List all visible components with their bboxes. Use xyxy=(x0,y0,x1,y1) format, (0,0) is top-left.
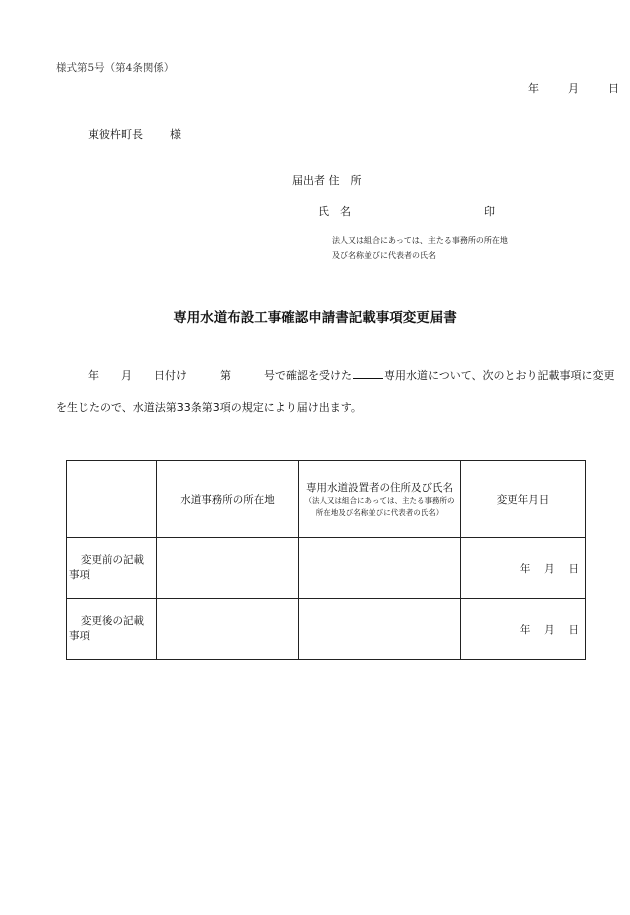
row-label-line1: 変更後の記載 xyxy=(81,615,144,627)
change-date-cell[interactable]: 年 月 日 xyxy=(461,599,586,660)
header-installer-sub2: 所在地及び名称並びに代表者の氏名） xyxy=(315,507,444,517)
body-line-1 xyxy=(88,367,615,383)
table-row xyxy=(67,538,586,599)
body-line-2: を生じたので、水道法第33条第3項の規定により届け出ます。 xyxy=(56,401,362,414)
change-date-cell[interactable]: 年 月 日 xyxy=(461,538,586,599)
row-label-line1: 変更前の記載 xyxy=(81,554,144,566)
row-label xyxy=(67,538,157,599)
office-location-cell[interactable] xyxy=(157,538,299,599)
applicant-address-row xyxy=(292,172,362,188)
applicant-label: 届出者 xyxy=(292,174,325,187)
row-label-line2: 事項 xyxy=(69,630,90,642)
applicant-note-line2: 及び名称並びに代表者の氏名 xyxy=(332,251,436,260)
body-line-1-part2: 専用水道について、次のとおり記載事項に変更 xyxy=(384,369,615,382)
form-number: 様式第5号（第4条関係） xyxy=(56,62,175,74)
submission-date xyxy=(528,80,619,96)
seal-mark: 印 xyxy=(484,205,495,218)
change-table xyxy=(66,460,586,660)
body-line-1-part1: 年 月 日付け 第 号で確認を受けた xyxy=(88,369,352,382)
row-label-line2: 事項 xyxy=(69,569,90,581)
row-label xyxy=(67,599,157,660)
document-title: 専用水道布設工事確認申請書記載事項変更届書 xyxy=(173,310,457,326)
installer-cell[interactable] xyxy=(299,599,461,660)
table-header-row xyxy=(67,461,586,538)
header-change-date: 変更年月日 xyxy=(461,461,586,538)
header-installer-sub1: （法人又は組合にあっては、主たる事務所の xyxy=(304,495,455,505)
address-label: 住 所 xyxy=(328,174,362,187)
addressee-honorific: 様 xyxy=(170,128,181,141)
header-office-location: 水道事務所の所在地 xyxy=(157,461,299,538)
header-installer-main: 専用水道設置者の住所及び氏名 xyxy=(306,481,453,494)
header-empty-cell xyxy=(67,461,157,538)
date-month: 月 xyxy=(568,82,579,95)
date-day: 日 xyxy=(608,82,619,95)
header-installer xyxy=(299,461,461,538)
addressee xyxy=(88,126,181,142)
office-location-cell[interactable] xyxy=(157,599,299,660)
applicant-name-label: 氏 名 xyxy=(318,205,351,218)
addressee-name: 東彼杵町長 xyxy=(88,128,143,141)
applicant-note-line1: 法人又は組合にあっては、主たる事務所の所在地 xyxy=(332,236,508,245)
table-row xyxy=(67,599,586,660)
installer-cell[interactable] xyxy=(299,538,461,599)
date-year: 年 xyxy=(528,82,539,95)
blank-underline xyxy=(353,369,383,379)
